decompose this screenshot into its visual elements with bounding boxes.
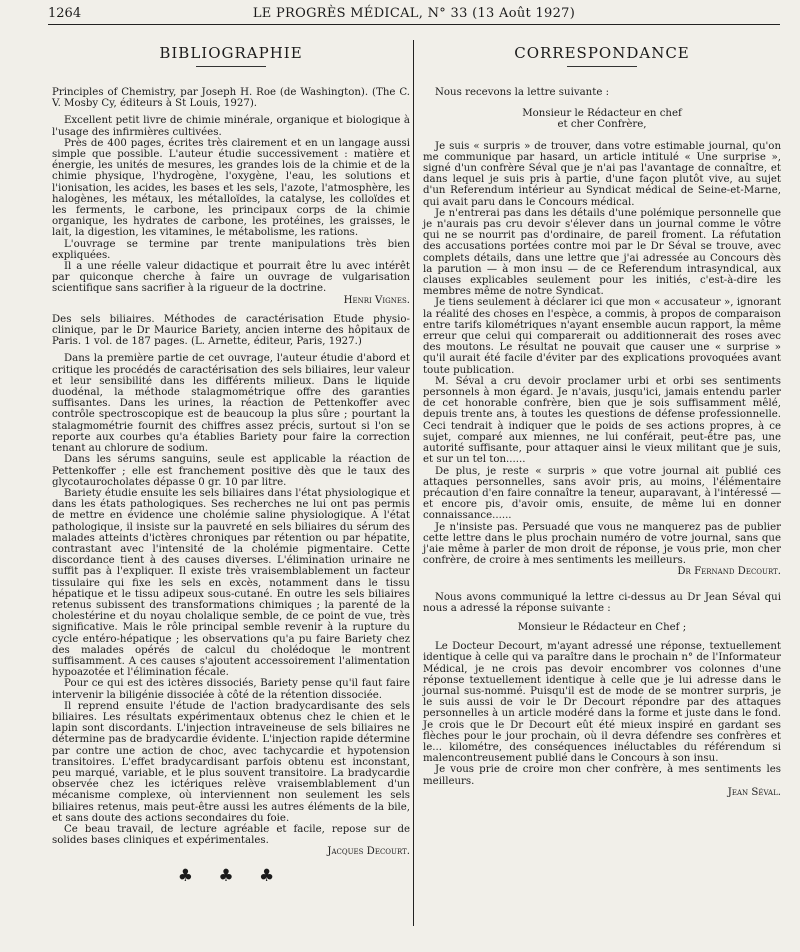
salutation: Monsieur le Rédacteur en Chef ; xyxy=(517,621,687,633)
letter-signature: Dr Fernand Decourt. xyxy=(677,566,781,578)
section-heading-correspondance: CORRESPONDANCE xyxy=(514,44,690,62)
letter-paragraph: M. Séval a cru devoir proclamer urbi et orbi ses sentiments personnels à mon égard. Je n'avais, jusqu'ici, jamais entendu parler de cet honorable confrère, bien que je sois suffisamment mêlé, depuis trente ans, à toutes les questions de défense professionnelle. Ceci tendrait à indiquer que le poids de ses actions propres, à ce sujet, comparé aux miennes, ne lui conférait, peut-être pas, une autorité suffisante, pour attaquer ainsi le vieux militant que je suis, et sur un tel ton...... xyxy=(423,375,781,466)
column-divider xyxy=(413,40,414,926)
salutation: et cher Confrère, xyxy=(557,119,647,131)
review-paragraph: Ce beau travail, de lecture agréable et facile, repose sur de solides bases cliniques et expérimentales. xyxy=(52,824,410,847)
ornament-icon: ♣ ♣ ♣ xyxy=(177,865,285,886)
review-citation: Principles of Chemistry, par Joseph H. Roe (de Washington). (The C. V. Mosby Cy, éditeurs à St Louis, 1927). xyxy=(52,87,410,110)
review-signature: Henri Vignes. xyxy=(343,294,410,306)
review-paragraph: Près de 400 pages, écrites très clairement et en un langage aussi simple que possible. L'auteur étudie successivement : matière et énergie, les unités de mesures, les grandes lois de la chimie et de la chimie physique, l'hydrogène, l'oxygène, l'eau, les solutions et l'ionisation, les acides, les bases et les sels, l'azote, l'atmosphère, les halogènes, les métaux, les métalloïdes, la catalyse, les colloïdes et les ferments, le carbone, les principaux corps de la chimie organique, les hydrates de carbone, les protéines, les graisses, le lait, la digestion, les vitamines, le métabolisme, les rations. xyxy=(52,137,410,239)
review-paragraph: Pour ce qui est des ictères dissociés, Bariety pense qu'il faut faire intervenir la biligénie dissociée à côté de la rétention dissociée. xyxy=(52,678,410,701)
review-paragraph: Bariety étudie ensuite les sels biliaires dans l'état physiologique et dans les états pathologiques. Ses recherches ne lui ont pas permis de mettre en évidence une cholémie saline physiologique. A l'état pathologique, il insiste sur la pauvreté en sels biliaires du sérum des malades atteints d'ictères chroniques par rétention ou par hépatite, contrastant avec l'intensité de la cholémie pigmentaire. Cette discordance tient à des causes diverses. L'élimination urinaire ne suffit pas à l'expliquer. Il existe très vraisemblablement un facteur tissulaire qui fixe les sels en excès, notamment dans le tissu hépatique et le tissu adipeux sous-cutané. En outre les sels biliaires retenus subissent des transformations chimiques ; la parenté de la cholestérine et du noyau cholalique semble, de ce point de vue, très significative. Mais le rôle principal semble revenir à la rupture du cycle entéro-hépatique ; les observations qu'a pu faire Bariety chez des malades opérés de calcul du cholédoque le montrent suffisamment. A ces causes s'ajoutent accessoirement l'alimentation hypoazotée et l'élimination fécale. xyxy=(52,487,410,679)
review-paragraph: Excellent petit livre de chimie minérale, organique et biologique à l'usage des infirmières cultivées. xyxy=(52,115,410,138)
review-paragraph: L'ouvrage se termine par trente manipulations très bien expliquées. xyxy=(52,238,410,261)
page-number: 1264 xyxy=(48,6,82,21)
review-paragraph: Dans les sérums sanguins, seule est applicable la réaction de Pettenkoffer ; elle est franchement positive dès que le taux des glycotaurocholates dépasse 0 gr. 10 par litre. xyxy=(52,454,410,488)
letter-signature: Jean Séval. xyxy=(727,786,781,798)
running-header xyxy=(48,6,780,25)
review-signature: Jacques Decourt. xyxy=(327,846,410,858)
section-heading-bibliographie: BIBLIOGRAPHIE xyxy=(159,44,303,62)
letter-paragraph: Je suis « surpris » de trouver, dans votre estimable journal, qu'on me communique par hasard, un article intitulé « Une surprise », signé d'un confrère Séval que je n'ai pas l'avantage de connaître, et dans lequel je suis pris à partie, d'une façon plutôt vive, au sujet d'un Referendum intérieur au Syndicat médical de Seine-et-Marne, qui avait paru dans le Concours médical. xyxy=(423,140,781,208)
review-paragraph: Il reprend ensuite l'étude de l'action bradycardisante des sels biliaires. Les résultats expérimentaux obtenus chez le chien et le lapin sont discordants. L'injection intraveineuse de sels biliaires ne détermine pas de bradycardie évidente. L'injection rapide détermine par contre une action de choc, avec tachycardie et hypotension transitoires. L'effet bradycardisant parfois obtenu est inconstant, peu marqué, variable, et le plus souvent transitoire. La bradycardie observée chez les ictériques relève vraisemblablement d'un mécanisme complexe, où interviennent non seulement les sels biliaires retenus, mais peut-être aussi les autres éléments de la bile, et sans doute des actions secondaires du foie. xyxy=(52,700,410,824)
review-citation: Des sels biliaires. Méthodes de caractérisation Etude physio-clinique, par le Dr Maurice Bariety, ancien interne des hôpitaux de Paris. 1 vol. de 187 pages. (L. Arnette, éditeur, Paris, 1927.) xyxy=(52,313,410,348)
salutation: Monsieur le Rédacteur en chef xyxy=(522,108,682,120)
letter-paragraph: Le Docteur Decourt, m'ayant adressé une réponse, textuellement identique à celle qui va paraître dans le prochain n° de l'Informateur Médical, je ne crois pas devoir encombrer vos colonnes d'une réponse textuellement identique à celle que je lui adresse dans le journal sus-nommé. Puisqu'il est de mode de se montrer surpris, je le suis aussi de voir le Dr Decourt répondre par des attaques personnelles à un article modéré dans la forme et juste dans le fond. Je crois que le Dr Decourt eût été mieux inspiré en gardant ses flèches pour le jour prochain, où il devra défendre ses confrères et le... kilométre, des conséquences inéluctables du référendum si malencontreusement publié dans le Concours à son insu. xyxy=(423,641,781,765)
letter-paragraph: De plus, je reste « surpris » que votre journal ait publié ces attaques personnelles, sans avoir pris, au moins, l'élémentaire précaution d'en faire connaître la teneur, auparavant, à l'intéressé — et encore pis, d'avoir omis, ensuite, de même lui en donner connaissance...... xyxy=(423,465,781,522)
bridge-paragraph: Nous avons communiqué la lettre ci-dessus au Dr Jean Séval qui nous a adressé la réponse suivante : xyxy=(423,591,781,614)
running-title: LE PROGRÈS MÉDICAL, N° 33 (13 Août 1927) xyxy=(252,6,576,21)
intro-line: Nous recevons la lettre suivante : xyxy=(435,87,610,98)
review-paragraph: Dans la première partie de cet ouvrage, l'auteur étudie d'abord et critique les procédés de caractérisation des sels biliaires, leur valeur et leur sensibilité dans les différents milieux. Dans le liquide duodénal, la méthode stalagmométrique offre des garanties suffisantes. Dans les urines, la réaction de Pettenkoffer avec contrôle spectroscopique est de beaucoup la plus sûre ; pourtant la stalagmométrie fournit des chiffres assez précis, surtout si l'on se reporte aux courbes qu'a établies Bariety pour faire la correction tenant au chlorure de sodium. xyxy=(52,353,410,455)
correspondance-column xyxy=(423,44,781,798)
review-paragraph: Il a une réelle valeur didactique et pourrait être lu avec intérêt par quiconque cherche à faire un ouvrage de vulgarisation scientifique sans sacrifier à la rigueur de la doctrine. xyxy=(52,261,410,295)
letter-paragraph: Je n'insiste pas. Persuadé que vous ne manquerez pas de publier cette lettre dans le plus prochain numéro de votre journal, sans que j'aie même à parler de mon droit de réponse, je vous prie, mon cher confrère, de croire à mes sentiments les meilleurs. xyxy=(423,521,781,567)
letter-paragraph: Je n'entrerai pas dans les détails d'une polémique personnelle que je n'aurais pas cru devoir s'élever dans un journal comme le vôtre qui ne se nourrit pas d'ordinaire, de pareil froment. La réfutation des accusations portées contre moi par le Dr Séval se trouve, avec complets détails, dans une lettre que j'ai adressée au Concours dès la parution — à mon insu — de ce Referendum intrasyndical, aux clauses explicables seulement pour les initiés, c'est-à-dire les membres même de notre Syndicat. xyxy=(423,207,781,298)
letter-paragraph: Je vous prie de croire mon cher confrère, à mes sentiments les meilleurs. xyxy=(423,764,781,787)
bibliographie-column xyxy=(52,44,410,886)
letter-paragraph: Je tiens seulement à déclarer ici que mon « accusateur », ignorant la réalité des choses en l'espèce, a commis, à propos de comparaison entre tarifs kilométriques n'ayant ensemble aucun rapport, la même erreur que celui qui comparerait ou additionnerait des roses avec des moutons. Le résultat ne pouvait que causer une « surprise » qu'il aurait été facile d'éviter par des explications provoquées avant toute publication. xyxy=(423,297,781,376)
